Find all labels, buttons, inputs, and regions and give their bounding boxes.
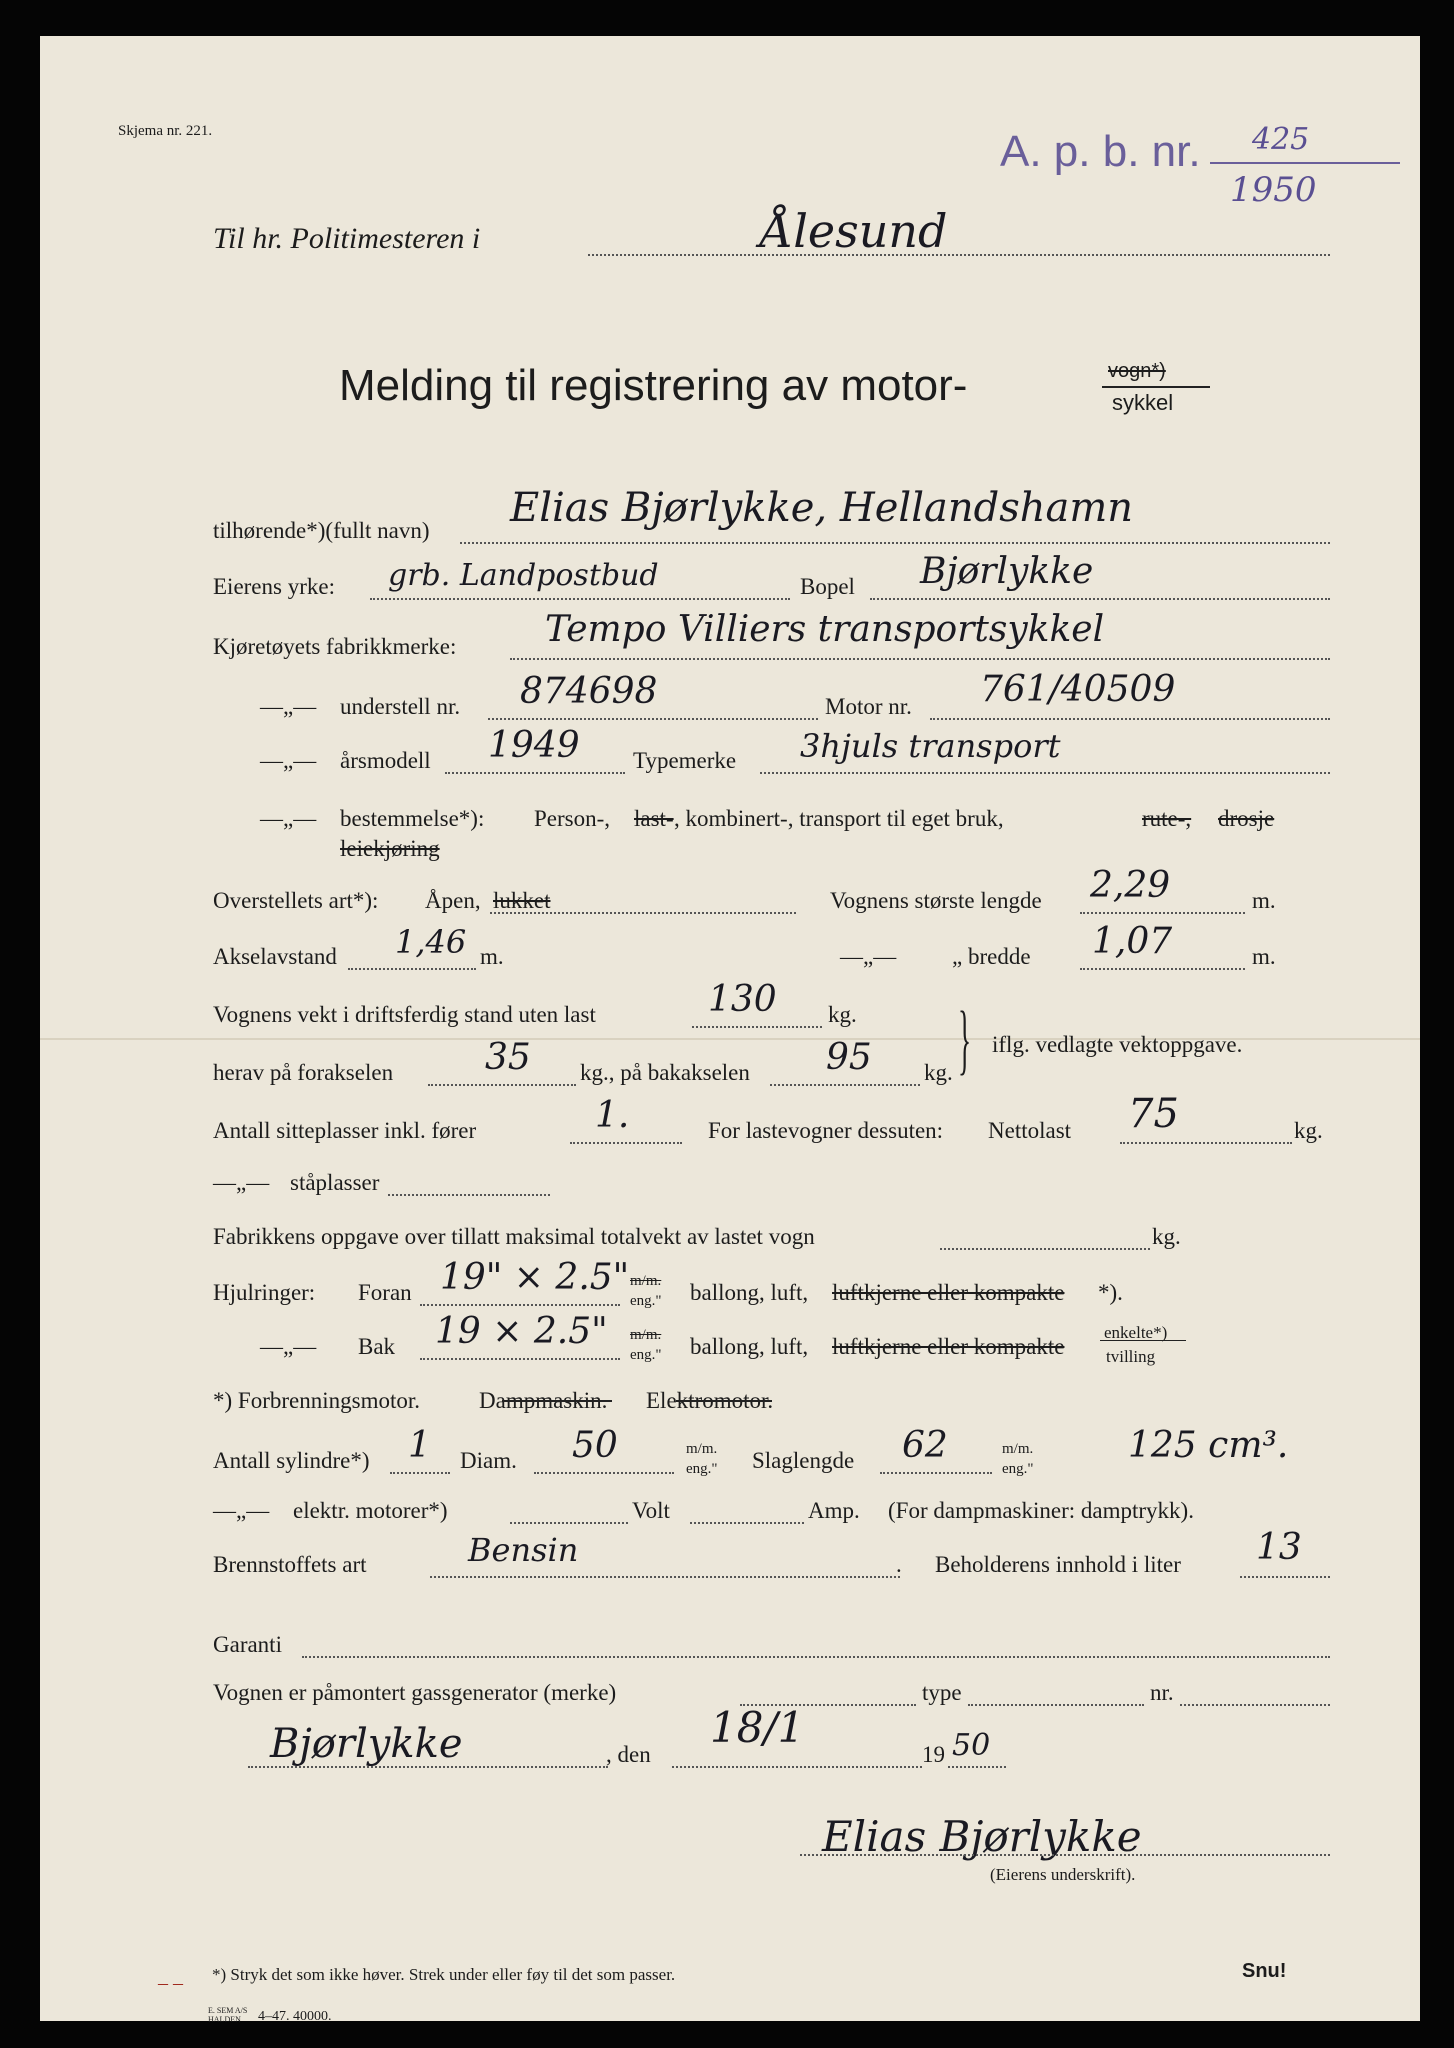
length-label: Vognens største lengde — [830, 888, 1042, 913]
purpose-rute: rute-, — [1142, 806, 1192, 831]
width-unit: m. — [1252, 944, 1276, 969]
weight-unit: kg. — [828, 1002, 857, 1027]
occupation-value: grb. Landpostbud — [388, 558, 659, 593]
tyres-front-eng: eng." — [630, 1293, 662, 1309]
axle-value: 1,46 — [395, 923, 467, 961]
volt-label: Volt — [632, 1498, 670, 1523]
tyres-rear-eng: eng." — [630, 1347, 662, 1363]
place-line — [248, 1766, 608, 1768]
model-year-line — [445, 772, 625, 774]
make-label: Kjøretøyets fabrikkmerke: — [213, 634, 457, 659]
fuel-value: Bensin — [468, 1531, 579, 1569]
front-axle-value: 35 — [485, 1037, 531, 1078]
width-label: „ bredde — [952, 944, 1031, 969]
front-axle-line — [428, 1084, 576, 1086]
gas-nr-label: nr. — [1150, 1680, 1174, 1705]
purpose-leie: leiekjøring — [340, 836, 440, 861]
tyres-tvilling: tvilling — [1106, 1347, 1156, 1366]
ditto-3: —„— — [260, 806, 317, 831]
tank-line — [1240, 1576, 1330, 1578]
tyres-rear-value: 19 × 2.5" — [435, 1311, 608, 1352]
stroke-value: 62 — [902, 1425, 948, 1466]
date-label: , den — [606, 1742, 651, 1767]
year-prefix: 19 — [922, 1742, 945, 1767]
make-line — [510, 658, 1330, 660]
residence-label: Bopel — [800, 574, 855, 599]
axle-line — [348, 968, 476, 970]
signature: Elias Bjørlykke — [822, 1812, 1142, 1861]
tyres-fraction-bar — [1100, 1340, 1186, 1341]
max-weight-unit: kg. — [1152, 1224, 1181, 1249]
addressee-label: Til hr. Politimesteren i — [213, 222, 481, 255]
chassis-label: understell nr. — [340, 694, 461, 719]
type-label: Typemerke — [633, 748, 737, 773]
model-year-value: 1949 — [488, 725, 580, 766]
stamp-number: 425 — [1252, 122, 1310, 157]
standing-line — [388, 1194, 550, 1196]
purpose-last: last- — [634, 806, 674, 831]
axle-label: Akselavstand — [213, 944, 337, 969]
rear-axle-unit: kg. — [924, 1060, 953, 1085]
turn-over-note: Snu! — [1242, 1960, 1287, 1982]
length-line — [1080, 912, 1245, 914]
tyres-front-label: Foran — [358, 1280, 412, 1305]
weight-value: 130 — [708, 979, 777, 1020]
engine-strike-2 — [502, 1400, 612, 1402]
purpose-drosje: drosje — [1218, 806, 1275, 831]
title-fraction-bar — [1102, 386, 1210, 388]
stroke-eng: eng." — [1002, 1461, 1034, 1477]
cylinders-label: Antall sylindre*) — [213, 1448, 370, 1473]
date-value: 18/1 — [710, 1703, 805, 1752]
red-mark: – – — [158, 1972, 183, 1994]
title-sykkel: sykkel — [1112, 390, 1174, 415]
signature-label: (Eierens underskrift). — [990, 1865, 1136, 1884]
footnote: *) Stryk det som ikke høver. Strek under eller føy til det som passer. — [212, 1965, 676, 1984]
office-stamp: A. p. b. nr. — [1000, 127, 1201, 176]
rear-axle-label: kg., på bakakselen — [580, 1060, 750, 1085]
body-closed: lukket — [493, 888, 551, 913]
gas-nr-line — [1180, 1704, 1330, 1706]
diam-value: 50 — [572, 1425, 618, 1466]
electric-label: elektr. motorer*) — [293, 1498, 448, 1523]
fuel-end: . — [896, 1552, 902, 1577]
gas-type-line — [968, 1704, 1144, 1706]
electric-line — [510, 1522, 628, 1524]
diam-line — [534, 1472, 674, 1474]
owner-line — [460, 542, 1330, 544]
form-title: Melding til registrering av motor- — [339, 361, 968, 410]
purpose-combined: , kombinert-, transport til eget bruk, — [674, 806, 1004, 831]
occupation-label: Eierens yrke: — [213, 574, 335, 599]
volt-line — [690, 1522, 804, 1524]
printer-city: HALDEN — [208, 2015, 241, 2024]
tyres-front-line — [420, 1304, 620, 1306]
diam-mm: m/m. — [686, 1441, 718, 1457]
weight-note: iflg. vedlagte vektoppgave. — [992, 1032, 1243, 1057]
stroke-line — [880, 1472, 992, 1474]
netload-unit: kg. — [1294, 1118, 1323, 1143]
netload-value: 75 — [1128, 1091, 1179, 1137]
addressee-city: Ålesund — [760, 204, 948, 258]
stamp-rule — [1210, 162, 1400, 164]
seats-label: Antall sitteplasser inkl. fører — [213, 1118, 477, 1143]
cylinders-value: 1 — [408, 1425, 431, 1466]
weight-brace: } — [958, 995, 972, 1082]
purpose-person: Person-, — [534, 806, 611, 831]
diam-label: Diam. — [460, 1448, 517, 1473]
engine-volume: 125 cm³. — [1128, 1425, 1289, 1466]
engine-types-3: Elektromotor. — [646, 1388, 774, 1413]
title-vogn: vogn*) — [1108, 360, 1166, 382]
engine-types-1: *) Forbrenningsmotor. — [213, 1388, 420, 1413]
stroke-mm: m/m. — [1002, 1441, 1034, 1457]
form-number: Skjema nr. 221. — [118, 123, 213, 139]
gas-label: Vognen er påmontert gassgenerator (merke) — [213, 1680, 617, 1705]
year-line — [948, 1766, 1006, 1768]
ditto-7: —„— — [213, 1498, 270, 1523]
width-line — [1080, 968, 1245, 970]
ditto-1: —„— — [260, 694, 317, 719]
steam-label: (For dampmaskiner: damptrykk). — [888, 1498, 1194, 1523]
amp-label: Amp. — [808, 1498, 860, 1523]
weight-line — [692, 1026, 822, 1028]
body-label: Overstellets art*): — [213, 888, 379, 913]
gas-type-label: type — [922, 1680, 962, 1705]
date-line — [672, 1766, 922, 1768]
tyres-rear-strike: luftkjerne eller kompakte — [832, 1334, 1065, 1359]
model-year-label: årsmodell — [340, 748, 431, 773]
motor-label: Motor nr. — [825, 694, 912, 719]
occupation-line — [370, 598, 790, 600]
residence-value: Bjørlykke — [920, 551, 1094, 592]
chassis-value: 874698 — [520, 671, 658, 712]
rear-axle-line — [770, 1084, 920, 1086]
tyres-front-types: ballong, luft, — [690, 1280, 809, 1305]
tyres-rear-line — [420, 1358, 620, 1360]
motor-value: 761/40509 — [980, 669, 1176, 710]
body-line — [490, 912, 796, 914]
tyres-enkelte: enkelte*) — [1104, 1323, 1168, 1342]
max-weight-label: Fabrikkens oppgave over tillatt maksimal totalvekt av lastet vogn — [213, 1224, 815, 1249]
front-axle-label: herav på forakselen — [213, 1060, 394, 1085]
guarantee-label: Garanti — [213, 1632, 282, 1657]
standing-label: ståplasser — [290, 1170, 380, 1195]
tyres-front-end: *). — [1098, 1280, 1123, 1305]
year-value: 50 — [952, 1728, 991, 1763]
chassis-line — [488, 718, 818, 720]
owner-label: tilhørende*)(fullt navn) — [213, 518, 430, 543]
fuel-line — [430, 1576, 900, 1578]
addressee-line — [588, 254, 1330, 256]
diam-eng: eng." — [686, 1461, 718, 1477]
axle-unit: m. — [480, 944, 504, 969]
weight-label: Vognens vekt i driftsferdig stand uten last — [213, 1002, 596, 1027]
length-unit: m. — [1252, 888, 1276, 913]
seats-value: 1. — [595, 1095, 630, 1136]
signature-line — [800, 1854, 1330, 1856]
residence-line — [870, 598, 1330, 600]
tyres-front-strike: luftkjerne eller kompakte — [832, 1280, 1065, 1305]
purpose-label: bestemmelse*): — [340, 806, 485, 831]
netload-line — [1120, 1142, 1292, 1144]
printer-name: E. SEM A/S — [208, 2006, 248, 2015]
ditto-4: —„— — [840, 944, 897, 969]
ditto-6: —„— — [260, 1334, 317, 1359]
stamp-year: 1950 — [1230, 170, 1317, 210]
tank-value: 13 — [1256, 1527, 1302, 1568]
printer-code: 4–47. 40000. — [258, 2009, 332, 2024]
tyres-label: Hjulringer: — [213, 1280, 316, 1305]
registration-form — [40, 36, 1420, 2024]
ditto-5: —„— — [213, 1170, 270, 1195]
motor-line — [930, 718, 1330, 720]
body-open: Åpen, — [425, 888, 481, 913]
tyres-rear-mm: m/m. — [630, 1327, 662, 1343]
make-value: Tempo Villiers transportsykkel — [545, 609, 1105, 650]
ditto-2: —„— — [260, 748, 317, 773]
tyres-front-mm: m/m. — [630, 1273, 662, 1289]
tyres-rear-label: Bak — [358, 1334, 396, 1359]
max-weight-line — [940, 1248, 1150, 1250]
place-value: Bjørlykke — [270, 1721, 463, 1767]
owner-value: Elias Bjørlykke, Hellandshamn — [510, 485, 1134, 531]
tyres-front-value: 19" × 2.5" — [440, 1257, 630, 1298]
fuel-label: Brennstoffets art — [213, 1552, 367, 1577]
guarantee-line — [302, 1656, 1330, 1658]
rear-axle-value: 95 — [826, 1037, 872, 1078]
lorries-label: For lastevogner dessuten: — [708, 1118, 944, 1143]
length-value: 2,29 — [1090, 865, 1171, 906]
seats-line — [570, 1142, 682, 1144]
netload-label: Nettolast — [988, 1118, 1072, 1143]
cylinders-line — [390, 1472, 450, 1474]
tank-label: Beholderens innhold i liter — [935, 1552, 1181, 1577]
width-value: 1,07 — [1092, 921, 1173, 962]
type-value: 3hjuls transport — [800, 727, 1061, 765]
tyres-rear-types: ballong, luft, — [690, 1334, 809, 1359]
type-line — [760, 772, 1330, 774]
engine-strike-3 — [676, 1400, 772, 1402]
engine-types-2: Dampmaskin. — [479, 1388, 608, 1413]
stroke-label: Slaglengde — [752, 1448, 855, 1473]
